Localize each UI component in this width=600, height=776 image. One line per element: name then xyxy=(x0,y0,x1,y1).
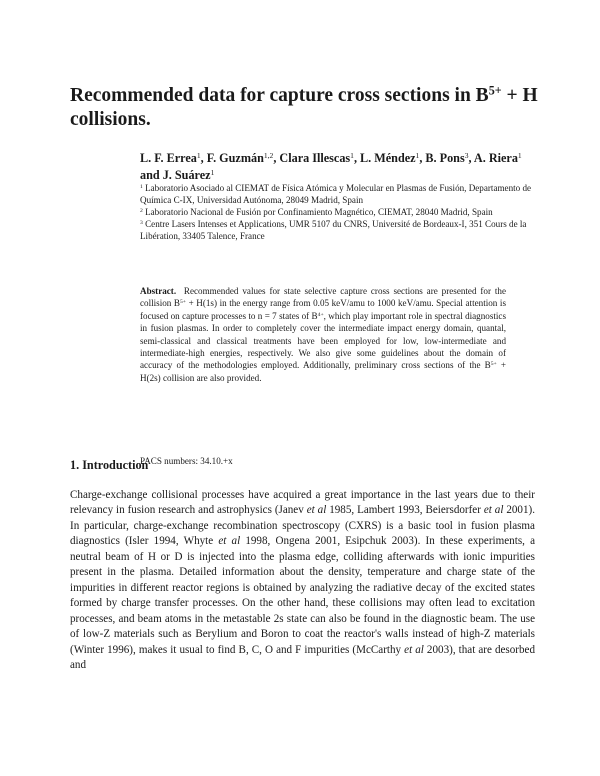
affiliation-list xyxy=(140,182,535,242)
author: L. Méndez xyxy=(360,151,416,165)
abstract: Abstract. Recommended values for state selective capture cross sections are presented for the collision $B^{5+} + H(1s)$ in the energy range from 0.05 keV/amu to 1000 keV/amu. Special attention is focused on capture processes to n = 7 states of $B^{4+}$, which play important role in spectral diagnostics in fusion plasmas. In order to completely cover the intermediate impact energy domain, quantal, semi-classical and classical treatments have been employed for low, low-intermediate and intermediate-high energies, respectively. We also give some guidelines about the domain of accuracy of the methodologies employed. Additionally, preliminary cross sections of the $B^{5+} + H(2s)$ collision are also provided. xyxy=(140,286,507,383)
affiliation: $^1$ Laboratorio Asociado al CIEMAT de Física Atómica y Molecular en Plasmas de Fusión, Departamento de Química C-IX, Universidad Autónoma, 28049 Madrid, Spain xyxy=(140,183,532,206)
author-affiliation-mark: 1 xyxy=(350,150,354,160)
abstract-label: Abstract. xyxy=(140,286,177,296)
author: B. Pons xyxy=(425,151,465,165)
author: F. Guzmán xyxy=(206,151,264,165)
affiliation: $^3$ Centre Lasers Intenses et Applications, UMR 5107 du CNRS, Université de Bordeaux-I, 351 Cours de la Libération, 33405 Talence, France xyxy=(140,219,527,242)
author: J. Suárez xyxy=(162,168,211,182)
author-list: L. F. Errea$^1$, F. Guzmán$^{1,2}$, Clara Illescas$^1$, L. Méndez$^1$, B. Pons$^3$, A. Riera$^1$ and J. Suárez$^1$ xyxy=(140,150,522,182)
affiliation: $^2$ Laboratorio Nacional de Fusión por Confinamiento Magnético, CIEMAT, 28040 Madrid, Spain xyxy=(140,207,493,218)
author-affiliation-mark: 1 xyxy=(415,150,420,160)
author: Clara Illescas xyxy=(279,151,351,165)
author-affiliation-mark: 1,2 xyxy=(263,150,274,160)
pacs-numbers: PACS numbers: 34.10.+x xyxy=(140,456,233,466)
paper-title: Recommended data for capture cross sections in $B^{5+} + H$ collisions. xyxy=(70,83,538,130)
author-affiliation-mark: 1 xyxy=(196,150,201,160)
section-heading: 1. Introduction xyxy=(70,458,149,472)
intro-paragraph: Charge-exchange collisional processes have acquired a great importance in the last years due to their relevancy in fusion research and astrophysics (Janev et al 1985, Lambert 1993, Beiersdorfer et al 2001). In particular, charge-exchange recombination spectroscopy (CXRS) is a basic tool in fusion plasma diagnostics (Isler 1994, Whyte et al 1998, Ongena 2001, Esipchuk 2003). In these experiments, a neutral beam of H or D is injected into the plasma edge, colliding afterwards with ionic impurities present in the plasma. Detailed information about the density, temperature and charge state of the impurities in different reactor regions is obtained by analyzing the radiative decay of the excited states formed by charge transfer processes. On the other hand, these collisions may often lead to excitation processes, and beam atoms in the metastable 2s state can also be found in the diagnostic beam. The use of low-Z materials such as Berylium and Boron to coat the reactor's walls instead of high-Z materials (Winter 1996), makes it usual to find B, C, O and F impurities (McCarthy et al 2003), that are desorbed and xyxy=(70,489,535,671)
author: A. Riera xyxy=(473,151,518,165)
author-affiliation-mark: 3 xyxy=(464,150,469,160)
author-affiliation-mark: 1 xyxy=(517,150,522,160)
author-affiliation-mark: 1 xyxy=(210,167,215,177)
author: L. F. Errea xyxy=(140,151,197,165)
